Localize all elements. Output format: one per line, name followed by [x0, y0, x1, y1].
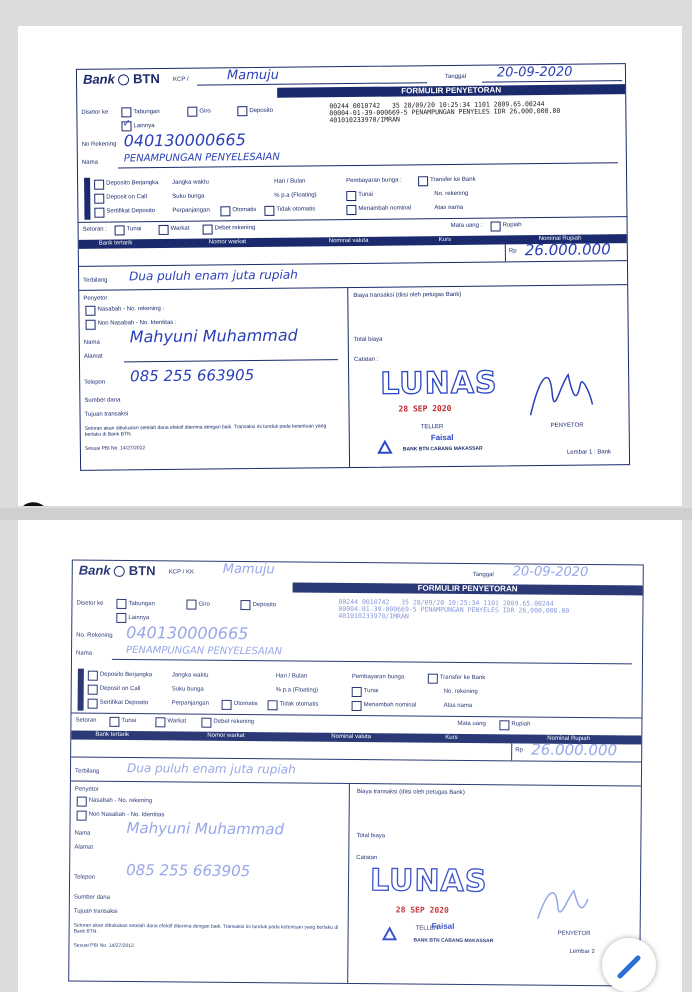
signature [520, 364, 601, 425]
pa-floating-label: % p.a (Floating) [275, 687, 319, 694]
suku-bunga-label: Suku bunga [171, 686, 204, 693]
non-nasabah-label: Non Nasabah - No. Identitas [88, 811, 165, 819]
deposito-berjangka-label: Deposito Berjangka [106, 180, 159, 187]
setoran-label: Setoran : [82, 226, 107, 233]
telepon-label: Telepon [74, 874, 96, 881]
sertifikat-deposito-label: Sertifikat Deposito [99, 699, 149, 707]
terbilang-label: Terbilang [83, 277, 108, 284]
ink-blot [18, 496, 58, 506]
penyetor-signature-label: PENYETOR [557, 930, 591, 938]
tabungan-checkbox[interactable] [121, 107, 131, 117]
tujuan-transaksi-label: Tujuan transaksi [84, 411, 129, 418]
nama2-label: Nama [83, 339, 100, 346]
signature [530, 883, 600, 928]
tabungan-label: Tabungan [133, 109, 160, 116]
btn-house-icon [377, 439, 393, 455]
tabungan-label: Tabungan [128, 601, 155, 608]
receipt-photo-1 [18, 26, 682, 506]
catatan-label: Catatan [356, 855, 378, 862]
date-stamp: 28 SEP 2020 [395, 905, 449, 915]
deposit-form-bottom [68, 560, 644, 987]
date-stamp: 28 SEP 2020 [398, 403, 452, 414]
setoran-warkat-label: Warkat [167, 718, 187, 725]
form-title: FORMULIR PENYETORAN [293, 582, 643, 595]
giro-label: Giro [199, 108, 211, 115]
sumber-dana-label: Sumber dana [73, 894, 110, 901]
perpanjangan-label: Perpanjangan [171, 700, 210, 707]
mata-uang-label: Mata uang : [450, 222, 483, 229]
nama-value: PENAMPUNGAN PENYELESAIAN [123, 151, 280, 165]
transfer-ke-bank-label: Transfer ke Bank [430, 176, 476, 184]
alamat-label: Alamat [83, 353, 103, 360]
branch-stamp: BANK BTN CABANG MAKASSAR [402, 445, 483, 453]
lunas-stamp: LUNAS [369, 863, 488, 900]
separator [0, 508, 692, 520]
teller-name: Faisal [431, 921, 455, 931]
form-title: FORMULIR PENYETORAN [277, 84, 625, 98]
sumber-dana-label: Sumber dana [84, 397, 121, 404]
setoran-tunai-label: Tunai [121, 717, 137, 725]
no-rekening-label: No. Rekening [76, 632, 113, 639]
kcp-label: KCP / KK [168, 569, 195, 576]
tidak-otomatis-label: Tidak otomatis [279, 701, 319, 708]
terbilang-value: Dua puluh enam juta rupiah [129, 267, 298, 284]
teller-name: Faisal [430, 432, 454, 443]
no-rekening-value: 040130000665 [123, 130, 246, 151]
tunai2-label: Tunai [358, 191, 374, 198]
pbi-note: Sesuai PBI No. 14/27/2012 [84, 445, 146, 452]
atas-nama-label: Atas nama [434, 204, 464, 212]
disetor-ke-label: Disetor ke [76, 600, 104, 607]
deposit-form-top [76, 63, 630, 471]
pa-floating-label: % p.a (Floating) [274, 192, 317, 199]
hari-bulan-label: Hari / Bulan [274, 178, 306, 185]
table-header: Bank tertarik Nomor warkat Nominal valuta Kurs Nominal Rupiah [71, 731, 641, 745]
nama-value: PENAMPUNGAN PENYELESAIAN [126, 644, 283, 658]
penyetor-label: Penyetor [83, 295, 108, 302]
penyetor-label: Penyetor [74, 786, 99, 793]
nama-label: Nama [81, 159, 98, 166]
total-biaya-label: Total biaya [356, 833, 386, 840]
terbilang-value: Dua puluh enam juta rupiah [126, 761, 296, 777]
lembar-label: Lembar 1 : Bank [566, 449, 612, 456]
deposito-berjangka-label: Deposito Berjangka [99, 671, 153, 679]
lainnya-label: Lainnya [133, 123, 155, 130]
biaya-transaksi-label: Biaya transaksi (diisi oleh petugas Bank) [356, 789, 465, 796]
lainnya-label: Lainnya [128, 615, 150, 622]
sertifikat-deposito-label: Sertifikat Deposito [106, 208, 156, 215]
no-rekening-value: 040130000665 [126, 622, 249, 644]
setoran-warkat-label: Warkat [170, 225, 190, 232]
rupiah-label: Rupiah [511, 721, 531, 728]
penyetor-nama-value: Mahyuni Muhammad [126, 818, 285, 839]
edit-button[interactable] [602, 938, 656, 992]
debet-rekening-label: Debet rekening [214, 225, 256, 232]
btn-house-icon [382, 925, 398, 941]
setoran-label: Setoran [75, 717, 97, 724]
teller-label: TELLER [420, 424, 444, 431]
catatan-label: Catatan : [353, 356, 379, 363]
table-header: Bank tertarik Nomor warkat Nominal valuta Kurs Nominal Rupiah [79, 234, 627, 249]
tanggal-label: Tanggal [472, 572, 494, 579]
otomatis-label: Otomatis [232, 207, 257, 214]
pembayaran-bunga-label: Pembayaran bunga : [346, 177, 402, 185]
tanggal-label: Tanggal [444, 73, 467, 81]
suku-bunga-label: Suku bunga [172, 193, 205, 200]
giro-checkbox[interactable] [187, 107, 197, 117]
kcp-value: Mamuju [226, 67, 280, 84]
branch-stamp: BANK BTN CABANG MAKASSAR [413, 937, 494, 945]
mata-uang-label: Mata uang [457, 720, 486, 728]
atas-nama-label: Atas nama [443, 702, 473, 710]
non-nasabah-label: Non Nasabah - No. Identitas : [97, 319, 177, 327]
disclaimer: Setoran akan dibukukan setelah dana efektif diterima dengan baik. Transaksi ini tunduk pada ketentuan yang berlaku di Bank BTN. [73, 922, 339, 935]
perpanjangan-label: Perpanjangan [172, 207, 210, 214]
no-rekening2-label: No. rekening [434, 190, 469, 198]
lembar-label: Lembar 2 [569, 948, 595, 956]
kcp-value: Mamuju [222, 561, 275, 578]
telepon-label: Telepon [84, 379, 106, 386]
transfer-ke-bank-label: Transfer ke Bank [439, 674, 486, 682]
lunas-stamp: LUNAS [380, 365, 498, 402]
menambah-nominal-label: Menambah nominal [363, 702, 417, 709]
hari-bulan-label: Hari / Bulan [275, 673, 308, 680]
nama2-label: Nama [74, 830, 91, 837]
no-rekening2-label: No. rekening [443, 688, 478, 696]
disclaimer: Setoran akan dibukukan setelah dana efektif diterima dengan baik. Transaksi ini tunduk pada ketentuan yang berlaku di Bank BTN. [84, 423, 327, 438]
jangka-waktu-label: Jangka waktu [171, 672, 209, 679]
bank-logo: Bank BTN [78, 562, 156, 579]
no-rekening-label: No Rekening [81, 141, 117, 148]
nominal-value: 26.000.000 [524, 240, 611, 260]
total-biaya-label: Total biaya [353, 336, 383, 343]
setoran-tunai-label: Tunai [126, 226, 142, 233]
validation-print: 00244 0010742 35 28/09/20 10:25:34 1101 2809.65.00244 00004-01-39-000669-5 PENAMPUNGAN PENYELES IDR 26,000,000.00 401010233970/IMRAN [338, 597, 570, 621]
tanggal-value: 20-09-2020 [512, 564, 589, 581]
rp-label: Rp [515, 747, 523, 754]
pencil-icon [602, 938, 656, 992]
teller-label: TELLER [415, 925, 439, 932]
pbi-note: Sesuai PBI No. 14/27/2012 [73, 942, 134, 950]
nasabah-label: Nasabah - No. rekening [88, 797, 153, 805]
kcp-label: KCP / [172, 76, 189, 83]
deposit-on-call-label: Deposit on Call [106, 194, 147, 201]
validation-print: 00244 0010742 35 28/09/20 10:25:34 1101 2809.65.00244 00004-01-39-000669-5 PENAMPUNGAN PENYELES IDR 26,000,000.00 401010233970/IMRAN [329, 99, 561, 125]
debet-rekening-label: Debet rekening [213, 718, 255, 726]
biaya-transaksi-label: Biaya transaksi (diisi oleh petugas Bank) [353, 291, 462, 299]
jangka-waktu-label: Jangka waktu [172, 179, 209, 186]
telepon-value: 085 255 663905 [126, 860, 251, 881]
deposito-label: Deposito [252, 602, 277, 609]
penyetor-signature-label: PENYETOR [550, 422, 584, 429]
tanggal-value: 20-09-2020 [496, 64, 573, 81]
disetor-ke-label: Disetor ke [81, 109, 109, 116]
deposito-label: Deposito [249, 107, 274, 115]
receipt-photo-2 [18, 520, 682, 992]
giro-label: Giro [198, 601, 210, 608]
rupiah-label: Rupiah [502, 222, 522, 229]
pembayaran-bunga-label: Pembayaran bunga [351, 673, 405, 681]
bank-logo: Bank BTN [82, 71, 160, 87]
nama-label: Nama [76, 650, 93, 657]
menambah-nominal-label: Menambah nominal [358, 205, 412, 212]
lainnya-checkbox[interactable]: ✓ [121, 121, 131, 131]
deposito-checkbox[interactable] [237, 106, 247, 116]
penyetor-nama-value: Mahyuni Muhammad [129, 325, 298, 347]
tunai2-label: Tunai [363, 688, 379, 695]
rp-label: Rp [508, 248, 517, 255]
otomatis-label: Otomatis [233, 700, 258, 708]
deposit-on-call-label: Deposit on Call [99, 685, 141, 693]
alamat-label: Alamat [74, 844, 94, 851]
nominal-value: 26.000.000 [531, 740, 618, 760]
tujuan-transaksi-label: Tujuan transaksi [73, 908, 118, 915]
telepon-value: 085 255 663905 [130, 366, 255, 386]
nasabah-label: Nasabah - No. rekening : [97, 305, 165, 313]
terbilang-label: Terbilang [74, 768, 100, 775]
tidak-otomatis-label: Tidak otomatis [276, 206, 316, 213]
